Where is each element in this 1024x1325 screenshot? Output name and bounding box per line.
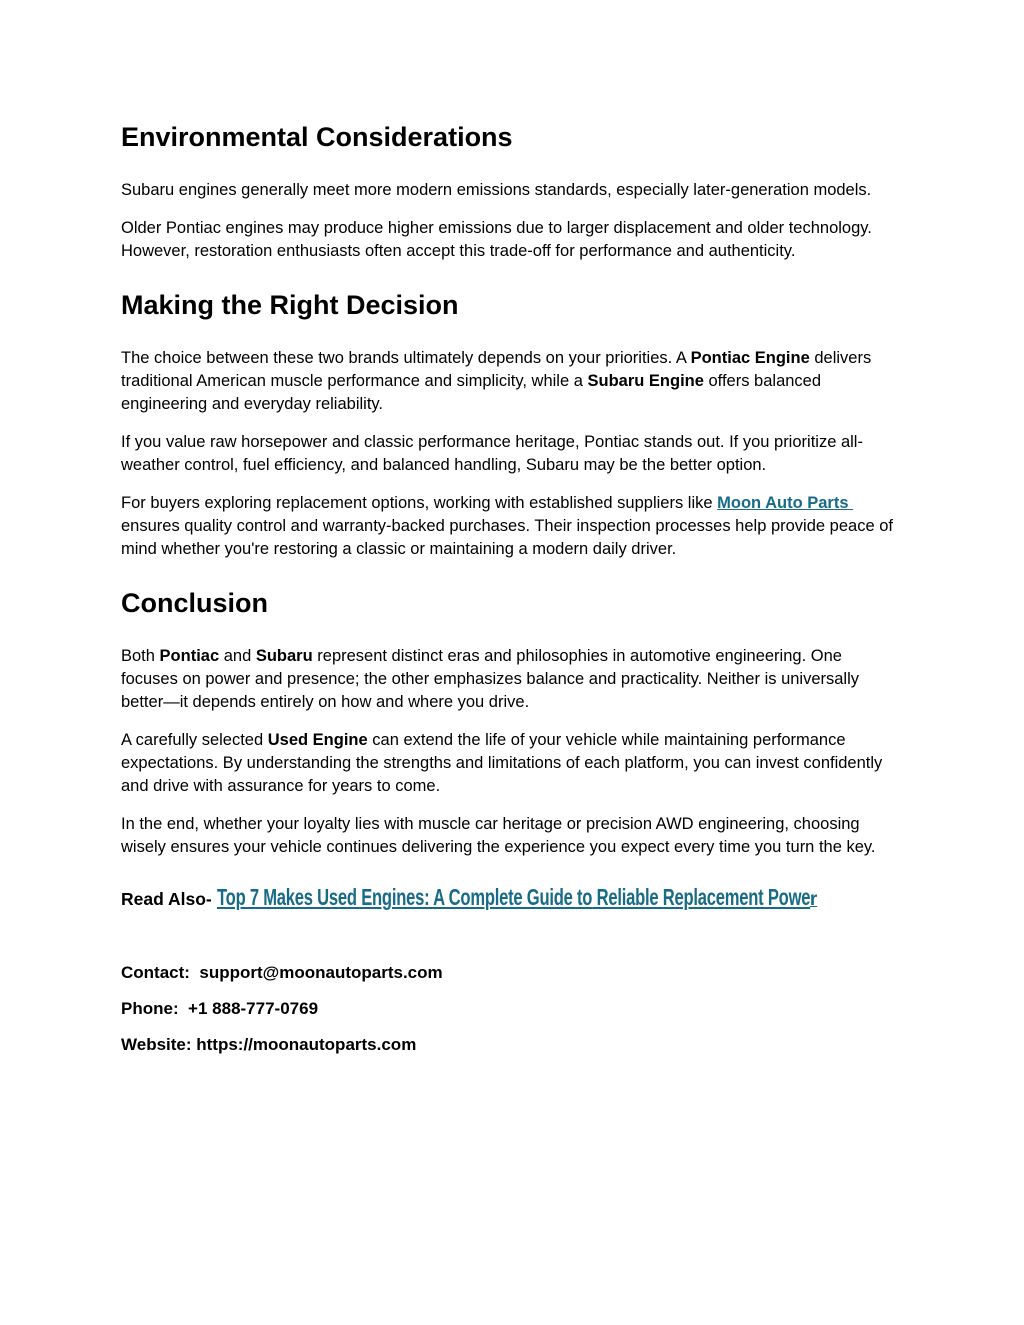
contact-block bbox=[121, 961, 903, 1056]
paragraph bbox=[121, 431, 903, 477]
text-segment: can extend the life of your vehicle while maintaining performance expectations. By understanding the strengths and limitations of each platform, you can invest confidently and drive with assurance for years to come. bbox=[121, 731, 887, 795]
text-segment: In the end, whether your loyalty lies with muscle car heritage or precision AWD engineering, choosing wisely ensures your vehicle continues delivering the experience you expect every time you turn the key. bbox=[121, 815, 876, 856]
text-segment: Subaru bbox=[255, 647, 313, 665]
text-segment: Both bbox=[121, 647, 160, 665]
read-also-article-link[interactable]: Top 7 Makes Used Engines: A Complete Guide to Reliable Replacement Powe bbox=[216, 884, 810, 910]
heading-making-the-right-decision: Making the Right Decision bbox=[121, 290, 459, 320]
paragraph bbox=[121, 813, 903, 859]
text-segment: If you value raw horsepower and classic performance heritage, Pontiac stands out. If you prioritize all-weather control, fuel efficiency, and balanced handling, Subaru may be the better option. bbox=[121, 433, 863, 474]
text-segment: A carefully selected bbox=[121, 731, 268, 749]
text-segment: Older Pontiac engines may produce higher emissions due to larger displacement and older technology. However, restoration enthusiasts often accept this trade-off for performance and authenticity. bbox=[121, 219, 877, 260]
paragraph bbox=[121, 347, 903, 416]
contact-line-email: Contact: support@moonautoparts.com bbox=[121, 963, 443, 982]
section-conclusion bbox=[121, 587, 903, 859]
text-segment: Subaru Engine bbox=[587, 372, 704, 390]
moon-auto-parts-link[interactable]: Moon Auto Parts bbox=[717, 494, 854, 512]
heading-conclusion: Conclusion bbox=[121, 588, 268, 618]
text-segment: Pontiac Engine bbox=[690, 349, 810, 367]
text-segment: For buyers exploring replacement options, working with established suppliers like bbox=[121, 494, 718, 512]
contact-line-phone: Phone: +1 888-777-0769 bbox=[121, 999, 319, 1018]
section-making-the-right-decision bbox=[121, 289, 903, 561]
text-segment: Pontiac bbox=[159, 647, 220, 665]
paragraph bbox=[121, 217, 903, 263]
text-segment: ensures quality control and warranty-backed purchases. Their inspection processes help provide peace of mind whether you're restoring a classic or maintaining a modern daily driver. bbox=[121, 517, 898, 558]
text-segment: The choice between these two brands ultimately depends on your priorities. A bbox=[121, 349, 691, 367]
paragraph bbox=[121, 492, 903, 561]
heading-environmental-considerations: Environmental Considerations bbox=[121, 122, 513, 152]
text-segment: and bbox=[219, 647, 256, 665]
paragraph bbox=[121, 729, 903, 798]
contact-line-website: Website: https://moonautoparts.com bbox=[121, 1035, 417, 1054]
text-segment: offers balanced engineering and everyday reliability. bbox=[121, 372, 826, 413]
text-segment: Used Engine bbox=[267, 731, 368, 749]
text-segment: Read Also- bbox=[121, 889, 217, 909]
text-segment: Subaru engines generally meet more modern emissions standards, especially later-generation models. bbox=[121, 181, 872, 199]
paragraph bbox=[121, 179, 903, 202]
text-segment: delivers traditional American muscle performance and simplicity, while a bbox=[121, 349, 876, 390]
read-also-line bbox=[121, 882, 903, 915]
paragraph bbox=[121, 645, 903, 714]
text-segment: represent distinct eras and philosophies in automotive engineering. One focuses on power and presence; the other emphasizes balance and practicality. Neither is universally better—it depends entirely on how and where you drive. bbox=[121, 647, 864, 711]
read-also-article-link-tail[interactable]: r bbox=[809, 889, 818, 910]
section-environmental-considerations bbox=[121, 121, 903, 263]
